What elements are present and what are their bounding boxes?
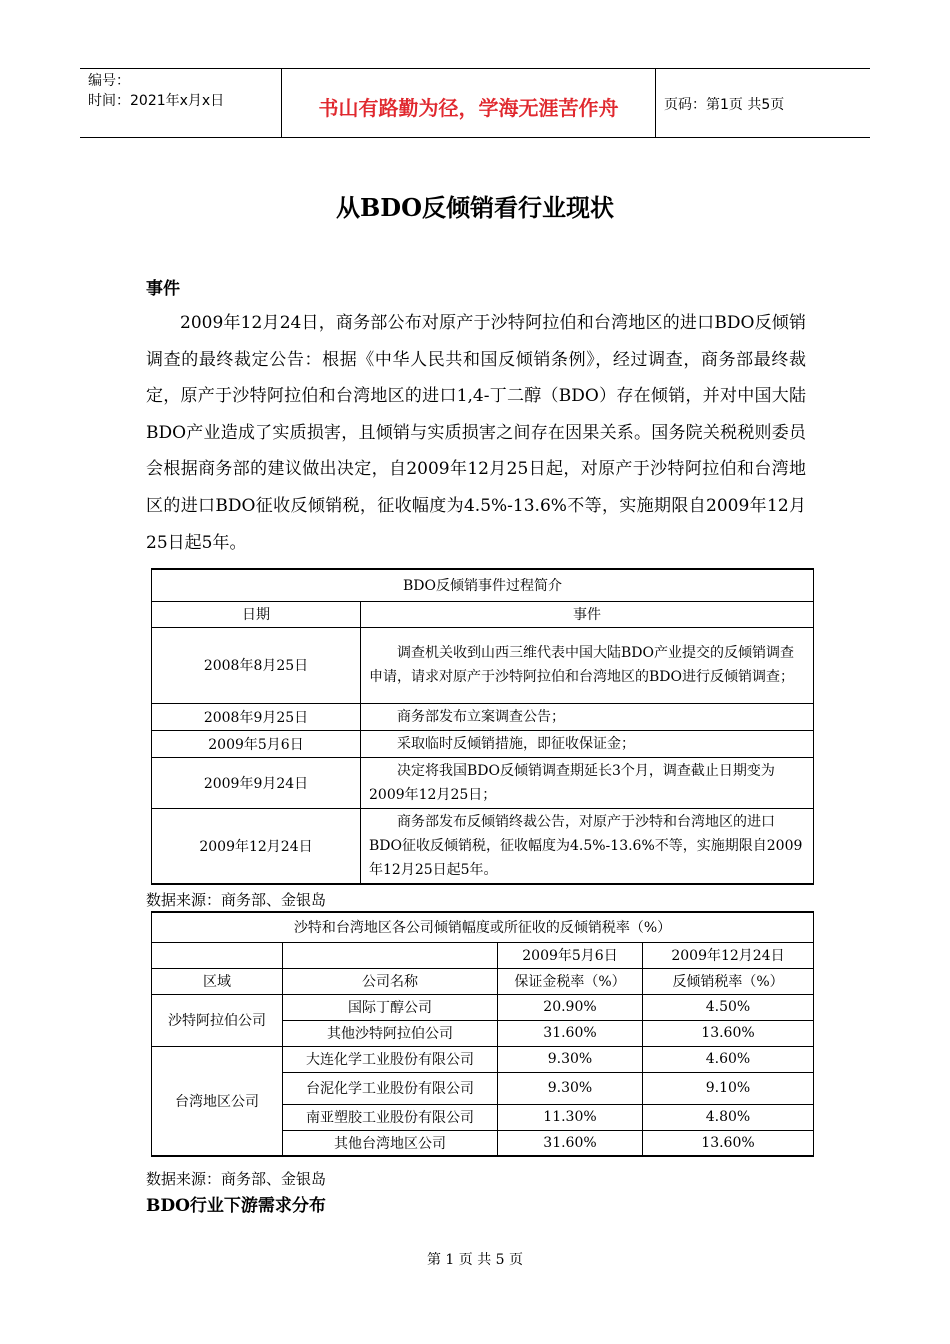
table2-caption: 沙特和台湾地区各公司倾销幅度或所征收的反倾销税率（%） <box>152 912 814 942</box>
table2-date2: 2009年12月24日 <box>643 942 814 968</box>
paragraph-text: 2009年12月24日，商务部公布对原产于沙特阿拉伯和台湾地区的进口BDO反倾销调查的最终裁定公告：根据《中华人民共和国反倾销条例》，经过调查，商务部最终裁定，原产于沙特阿拉伯和台湾地区的进口1,4-丁二醇（BDO）存在倾销，并对中国大陆BDO产业造成了实质损害，且倾销与实质损害之间存在因果关系。国务院关税税则委员会根据商务部的建议做出决定，自2009年12月25日起，对原产于沙特阿拉伯和台湾地区的进口BDO征收反倾销税，征收幅度为4.5%-13.6%不等，实施期限自2009年12月25日起5年。 <box>146 313 806 553</box>
number-label: 编号： <box>88 73 130 89</box>
table-row <box>152 730 814 757</box>
page-header <box>80 68 870 138</box>
table2-date1: 2009年5月6日 <box>498 942 643 968</box>
table1-date-cell: 2009年12月24日 <box>152 808 361 884</box>
table1-event-cell: 采取临时反倾销措施，即征收保证金； <box>361 730 814 757</box>
table2-rate1-cell: 20.90% <box>498 994 643 1020</box>
body-paragraph <box>146 305 806 561</box>
table2-rate1-cell: 11.30% <box>498 1104 643 1130</box>
table2-rate2-cell: 4.80% <box>643 1104 814 1130</box>
header-page-label: 页码：第1页 共5页 <box>664 97 785 113</box>
table1-header-date: 日期 <box>152 601 361 627</box>
table2-rate1-cell: 31.60% <box>498 1130 643 1156</box>
table1-event-cell: 调查机关收到山西三维代表中国大陆BDO产业提交的反倾销调查申请，请求对原产于沙特阿拉伯和台湾地区的BDO进行反倾销调查； <box>361 627 814 703</box>
table-row <box>152 703 814 730</box>
table2-rate1-cell: 31.60% <box>498 1020 643 1046</box>
table-row <box>152 808 814 884</box>
table2-rate2-cell: 4.50% <box>643 994 814 1020</box>
table2-rate1-cell: 9.30% <box>498 1046 643 1072</box>
event-timeline-table <box>151 568 814 885</box>
table-row <box>152 1046 814 1072</box>
table2-company-cell: 南亚塑胶工业股份有限公司 <box>283 1104 498 1130</box>
table2-region-cell: 沙特阿拉伯公司 <box>152 994 283 1046</box>
table2-company-cell: 台泥化学工业股份有限公司 <box>283 1072 498 1104</box>
section-heading-event: 事件 <box>146 279 180 299</box>
header-motto: 书山有路勤为径，学海无涯苦作舟 <box>282 69 656 137</box>
table2-rate2-cell: 9.10% <box>643 1072 814 1104</box>
table2-empty-cell <box>152 942 283 968</box>
table2-rate1-cell: 9.30% <box>498 1072 643 1104</box>
page-footer: 第 1 页 共 5 页 <box>426 1252 524 1268</box>
table1-date-cell: 2008年9月25日 <box>152 703 361 730</box>
table2-company-cell: 其他台湾地区公司 <box>283 1130 498 1156</box>
table2-header-rate1: 保证金税率（%） <box>498 968 643 994</box>
header-meta <box>80 69 282 137</box>
document-title: 从BDO反倾销看行业现状 <box>335 193 614 222</box>
table2-rate2-cell: 13.60% <box>643 1130 814 1156</box>
tax-rate-table <box>151 911 814 1157</box>
table2-company-cell: 大连化学工业股份有限公司 <box>283 1046 498 1072</box>
table1-caption: BDO反倾销事件过程简介 <box>152 569 814 601</box>
section-heading-demand: BDO行业下游需求分布 <box>146 1196 326 1216</box>
table1-date-cell: 2009年9月24日 <box>152 757 361 808</box>
table-row <box>152 757 814 808</box>
table2-region-cell: 台湾地区公司 <box>152 1046 283 1156</box>
table-row <box>152 627 814 703</box>
table2-company-cell: 其他沙特阿拉伯公司 <box>283 1020 498 1046</box>
table2-rate2-cell: 13.60% <box>643 1020 814 1046</box>
table1-event-cell: 商务部发布立案调查公告； <box>361 703 814 730</box>
table1-event-cell: 商务部发布反倾销终裁公告，对原产于沙特和台湾地区的进口BDO征收反倾销税，征收幅度为4.5%-13.6%不等，实施期限自2009年12月25日起5年。 <box>361 808 814 884</box>
table1-header-event: 事件 <box>361 601 814 627</box>
table2-rate2-cell: 4.60% <box>643 1046 814 1072</box>
table-row <box>152 994 814 1020</box>
table2-source: 数据来源：商务部、金银岛 <box>146 1170 327 1188</box>
table1-source: 数据来源：商务部、金银岛 <box>146 891 327 909</box>
table2-header-rate2: 反倾销税率（%） <box>643 968 814 994</box>
table1-date-cell: 2008年8月25日 <box>152 627 361 703</box>
table2-empty-cell <box>283 942 498 968</box>
table1-date-cell: 2009年5月6日 <box>152 730 361 757</box>
table1-event-cell: 决定将我国BDO反倾销调查期延长3个月，调查截止日期变为2009年12月25日； <box>361 757 814 808</box>
table2-header-region: 区域 <box>152 968 283 994</box>
table2-header-company: 公司名称 <box>283 968 498 994</box>
time-label: 时间：2021年x月x日 <box>88 93 225 109</box>
table2-company-cell: 国际丁醇公司 <box>283 994 498 1020</box>
